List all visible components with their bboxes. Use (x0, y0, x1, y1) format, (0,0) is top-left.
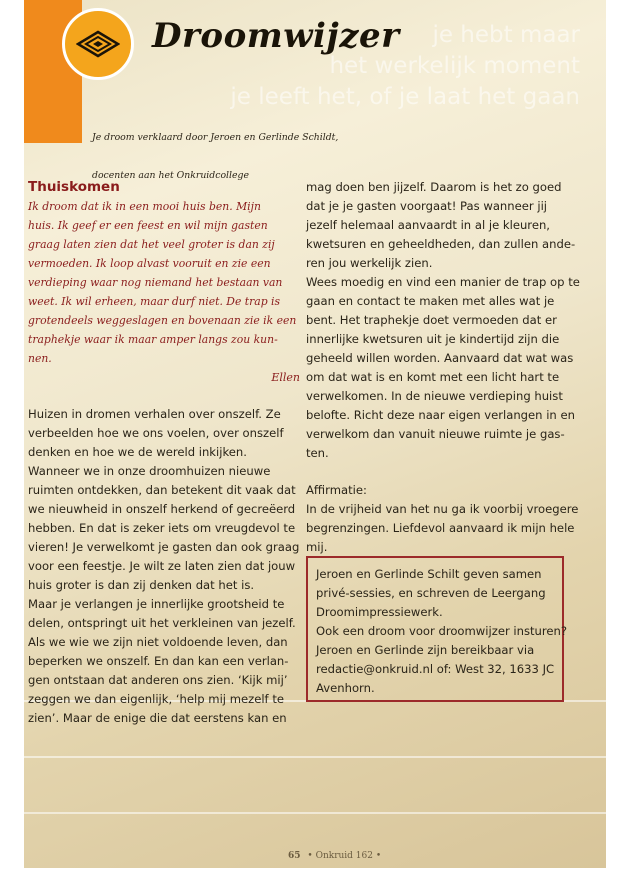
stair-edge (24, 812, 606, 814)
body-line: gaan en contact te maken met alles wat je (306, 294, 555, 308)
right-body-text (306, 178, 586, 463)
stair-edge (24, 756, 606, 758)
body-line: geheeld willen worden. Aanvaard dat wat was (306, 351, 574, 365)
info-line: Droomimpressiewerk. (316, 605, 443, 619)
ghost-line: je leeft het, of je laat het gaan (230, 84, 580, 110)
magazine-page (24, 0, 606, 868)
body-line: denken en hoe we de wereld inkijken. (28, 445, 247, 459)
body-line: ren jou werkelijk zien. (306, 256, 433, 270)
body-line: verwelkomen. In de nieuwe verdieping huist (306, 389, 563, 403)
body-line: Huizen in dromen verhalen over onszelf. Ze (28, 407, 281, 421)
body-line: belofte. Richt deze naar eigen verlangen in en (306, 408, 575, 422)
body-line: hebben. En dat is zeker iets om vreugdevol te (28, 521, 296, 535)
affirmation-line: In de vrijheid van het nu ga ik voorbij vroegere (306, 502, 579, 516)
body-line: Wees moedig en vind een manier de trap op te (306, 275, 580, 289)
dream-line: grotendeels weggeslagen en bovenaan zie ik een (28, 314, 297, 327)
dream-line: Ik droom dat ik in een mooi huis ben. Mijn (28, 200, 261, 213)
affirmation-text (306, 500, 586, 557)
body-line: kwetsuren en geheeldheden, dan zullen ande- (306, 237, 576, 251)
page-footer (288, 851, 381, 861)
info-line: Ook een droom voor droomwijzer insturen? (316, 624, 568, 638)
affirmation-label: Affirmatie: (306, 483, 367, 497)
body-line: om dat wat is en komt met een licht hart te (306, 370, 560, 384)
byline-line: Je droom verklaard door Jeroen en Gerlinde Schildt, (92, 132, 339, 143)
affirmation-line: begrenzingen. Liefdevol aanvaard ik mijn hele (306, 521, 575, 535)
byline-line: docenten aan het Onkruidcollege (92, 170, 249, 181)
body-line: verbeelden hoe we ons voelen, over onszelf (28, 426, 284, 440)
right-column (306, 178, 586, 557)
ghost-line: je hebt maar (432, 22, 580, 48)
body-line: Maar je verlangen je innerlijke grootsheid te (28, 597, 285, 611)
dream-text (28, 197, 300, 368)
page-title: Droomwijzer (152, 16, 400, 56)
background-ghost-text (230, 20, 580, 113)
body-line: zien’. Maar de enige die dat eerstens kan en (28, 711, 287, 725)
body-line: jezelf helemaal aanvaardt in al je kleuren, (306, 218, 550, 232)
body-line: innerlijke kwetsuren uit je kindertijd zijn die (306, 332, 560, 346)
section-heading: Thuiskomen (28, 179, 120, 195)
affirmation-line: mij. (306, 540, 328, 554)
info-line: Jeroen en Gerlinde zijn bereikbaar via (316, 643, 535, 657)
dream-signature: Ellen (271, 371, 300, 384)
body-line: gen ontstaan dat anderen ons zien. ‘Kijk mij’ (28, 673, 288, 687)
body-line: delen, ontspringt uit het verkleinen van jezelf. (28, 616, 296, 630)
body-line: ruimten ontdekken, dan betekent dit vaak dat (28, 483, 296, 497)
body-line: Als we wie we zijn niet voldoende leven, dan (28, 635, 288, 649)
body-line: ten. (306, 446, 329, 460)
info-line: Jeroen en Gerlinde Schilt geven samen (316, 567, 542, 581)
body-line: vieren! Je verwelkomt je gasten dan ook graag (28, 540, 300, 554)
page-number: 65 (288, 851, 301, 861)
eye-diamond-icon (76, 30, 120, 58)
body-line: mag doen ben jijzelf. Daarom is het zo goed (306, 180, 562, 194)
dream-line: nen. (28, 352, 52, 365)
magazine-name: • Onkruid 162 • (307, 851, 382, 861)
dream-line: graag laten zien dat het veel groter is dan zij (28, 238, 275, 251)
ghost-line: het werkelijk moment (329, 53, 580, 79)
body-line: dat je je gasten voorgaat! Pas wanneer jij (306, 199, 548, 213)
dream-line: weet. Ik wil erheen, maar durf niet. De trap is (28, 295, 281, 308)
body-line: zeggen we dan eigenlijk, ‘help mij mezelf te (28, 692, 285, 706)
info-line: privé-sessies, en schreven de Leergang (316, 586, 546, 600)
dream-line: traphekje waar ik maar amper langs zou kun- (28, 333, 278, 346)
body-line: voor een feestje. Je wilt ze laten zien dat jouw (28, 559, 296, 573)
dream-line: huis. Ik geef er een feest en wil mijn gasten (28, 219, 268, 232)
body-line: beperken we onszelf. En dan kan een verlan- (28, 654, 289, 668)
left-body-text (28, 405, 300, 728)
body-line: huis groter is dan zij denken dat het is. (28, 578, 255, 592)
info-line: Avenhorn. (316, 681, 375, 695)
info-box (306, 556, 568, 702)
left-column (28, 178, 300, 728)
body-line: we nieuwheid in onszelf herkend of gecreëerd (28, 502, 296, 516)
body-line: Wanneer we in onze droomhuizen nieuwe (28, 464, 271, 478)
body-line: bent. Het traphekje doet vermoeden dat er (306, 313, 557, 327)
dream-line: vermoeden. Ik loop alvast vooruit en zie een (28, 257, 271, 270)
dream-line: verdieping waar nog niemand het bestaan van (28, 276, 283, 289)
logo-badge (62, 8, 134, 80)
body-line: verwelkom dan vanuit nieuwe ruimte je gas- (306, 427, 565, 441)
info-line: redactie@onkruid.nl of: West 32, 1633 JC (316, 662, 555, 676)
